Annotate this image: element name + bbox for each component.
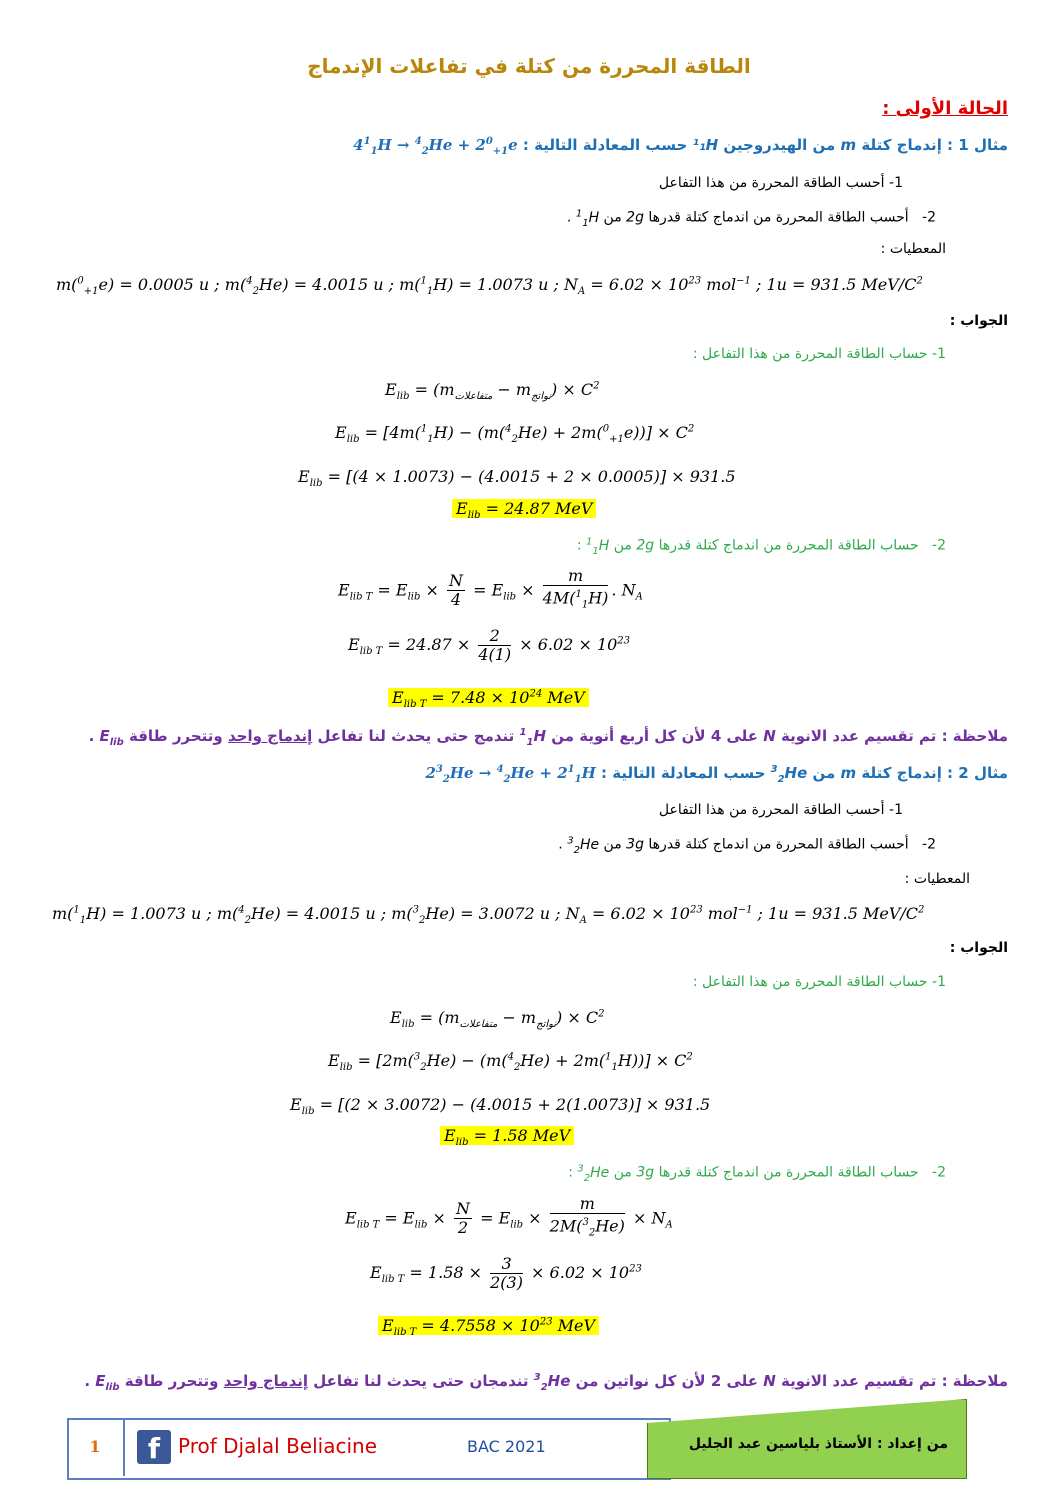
example-2-result-1: $E_{lib} = 1.58$ MeV <box>440 1126 574 1148</box>
example-1-eq-1: $E_{lib} = (m_{متفاعلات} - m_{نواتج}) \times C^2$ <box>385 380 600 403</box>
example-1-equation: $4^1_1H \to ^4_2He + 2^0_{+1}e$ <box>353 136 518 157</box>
bac-label: BAC 2021 <box>467 1437 546 1456</box>
brand-name: Prof Djalal Beliacine <box>178 1434 377 1458</box>
example-2-sub-1: 1- حساب الطاقة المحررة من هذا التفاعل : <box>692 974 946 990</box>
example-1-result-2: $E_{lib T} = 7.48 \times 10^{24}$ MeV <box>388 688 589 710</box>
example-2-answer-label: الجواب : <box>949 940 1008 956</box>
example-1-eq-4: $E_{lib T} = E_{lib}$ × $\frac{N}{4}$ = $E_{lib}$ × $\frac{m}{4M(^1_1H)}$ . $N_A$ <box>338 566 643 611</box>
example-1-sub-1: 1- حساب الطاقة المحررة من هذا التفاعل : <box>692 346 946 362</box>
page-number: 1 <box>67 1418 125 1476</box>
example-2-data: m($^1_1$H) = 1.0073 u ; m($^4_2$He) = 4.0015 u ; m($^3_2$He) = 3.0072 u ; $N_A = 6.02 \times 10^{23}$ mol$^{-1}$ ; 1u = 931.5 MeV/$C^2$ <box>52 904 925 927</box>
example-1-eq-3: $E_{lib} = [(4 \times 1.0073) - (4.0015 + 2 \times 0.0005)] \times 931.5$ <box>298 467 736 490</box>
example-1-answer-label: الجواب : <box>949 313 1008 329</box>
example-2-label: مثال 2 : إندماج كتلة m من $^3_2$He حسب المعادلة التالية : <box>601 764 1008 785</box>
example-2-note: ملاحظة : تم تقسيم عدد الانوية N على 2 لأن كل نواتين من $^3_2$He تندمجان حتى يحدث لنا تفاعل إندماج واحد وتتحرر طاقة $E_{lib}$ . <box>84 1372 1008 1393</box>
example-1-eq-2: $E_{lib} = [4m(^1_1H) - (m(^4_2He) + 2m(^0_{+1}e))] \times C^2$ <box>335 423 695 446</box>
example-1-result-1: $E_{lib} = 24.87$ MeV <box>452 499 596 521</box>
example-1-eq-5: $E_{lib T} = 24.87$ × $\frac{2}{4(1)}$ × $6.02 \times 10^{23}$ <box>348 626 631 664</box>
example-2-eq-4: $E_{lib T} = E_{lib}$ × $\frac{N}{2}$ = $E_{lib}$ × $\frac{m}{2M(^3_2He)}$ × $N_A$ <box>345 1194 673 1239</box>
example-1-data: m($^0_{+1}$e) = 0.0005 u ; m($^4_2$He) = 4.0015 u ; m($^1_1$H) = 1.0073 u ; $N_A = 6.02 \times 10^{23}$ mol$^{-1}$ ; 1u = 931.5 MeV/$C^2$ <box>56 275 923 298</box>
example-2-equation: $2^3_2He \to ^4_2He + 2^1_1H$ <box>415 764 596 785</box>
example-2-eq-2: $E_{lib} = [2m(^3_2He) - (m(^4_2He) + 2m(^1_1H))] \times C^2$ <box>328 1051 693 1074</box>
example-2-sub-2: 2- حساب الطاقة المحررة من اندماج كتلة قدرها 3g من $^3_2$He : <box>568 1163 946 1184</box>
author-label: من إعداد : الأستاذ بلياسين عبد الجليل <box>688 1436 948 1452</box>
facebook-icon[interactable]: f <box>137 1430 171 1464</box>
example-2-eq-3: $E_{lib} = [(2 \times 3.0072) - (4.0015 + 2(1.0073)] \times 931.5$ <box>290 1095 711 1118</box>
example-1-note: ملاحظة : تم تقسيم عدد الانوية N على 4 لأن كل أربع أنوية من $^1_1$H تندمج حتى يحدث لنا تفاعل إندماج واحد وتتحرر طاقة $E_{lib}$ . <box>88 727 1008 748</box>
example-2-result-2: $E_{lib T} = 4.7558 \times 10^{23}$ MeV <box>378 1316 599 1338</box>
page-title: الطاقة المحررة من كتلة في تفاعلات الإندماج <box>307 54 751 78</box>
example-1-label: مثال 1 : إندماج كتلة m من الهيدروجين ¹₁H حسب المعادلة التالية : <box>522 136 1008 154</box>
example-1-heading <box>353 136 1008 157</box>
example-1-question-1: 1- أحسب الطاقة المحررة من هذا التفاعل <box>658 175 903 191</box>
example-2-eq-5: $E_{lib T} = 1.58$ × $\frac{3}{2(3)}$ × $6.02 \times 10^{23}$ <box>370 1254 642 1292</box>
example-2-heading <box>415 764 1008 785</box>
example-2-question-1: 1- أحسب الطاقة المحررة من هذا التفاعل <box>658 802 903 818</box>
example-1-question-2: 2- أحسب الطاقة المحررة من اندماج كتلة قدرها 2g من $^1_1$H . <box>566 208 936 229</box>
example-1-sub-2: 2- حساب الطاقة المحررة من اندماج كتلة قدرها 2g من $^1_1$H : <box>576 536 946 557</box>
example-2-question-2: 2- أحسب الطاقة المحررة من اندماج كتلة قدرها 3g من $^3_2$He . <box>558 835 936 856</box>
example-2-data-label: المعطيات : <box>904 871 970 887</box>
example-2-eq-1: $E_{lib} = (m_{متفاعلات} - m_{نواتج}) \times C^2$ <box>390 1008 605 1031</box>
example-1-data-label: المعطيات : <box>880 241 946 257</box>
case-heading: الحالة الأولى : <box>882 98 1008 119</box>
